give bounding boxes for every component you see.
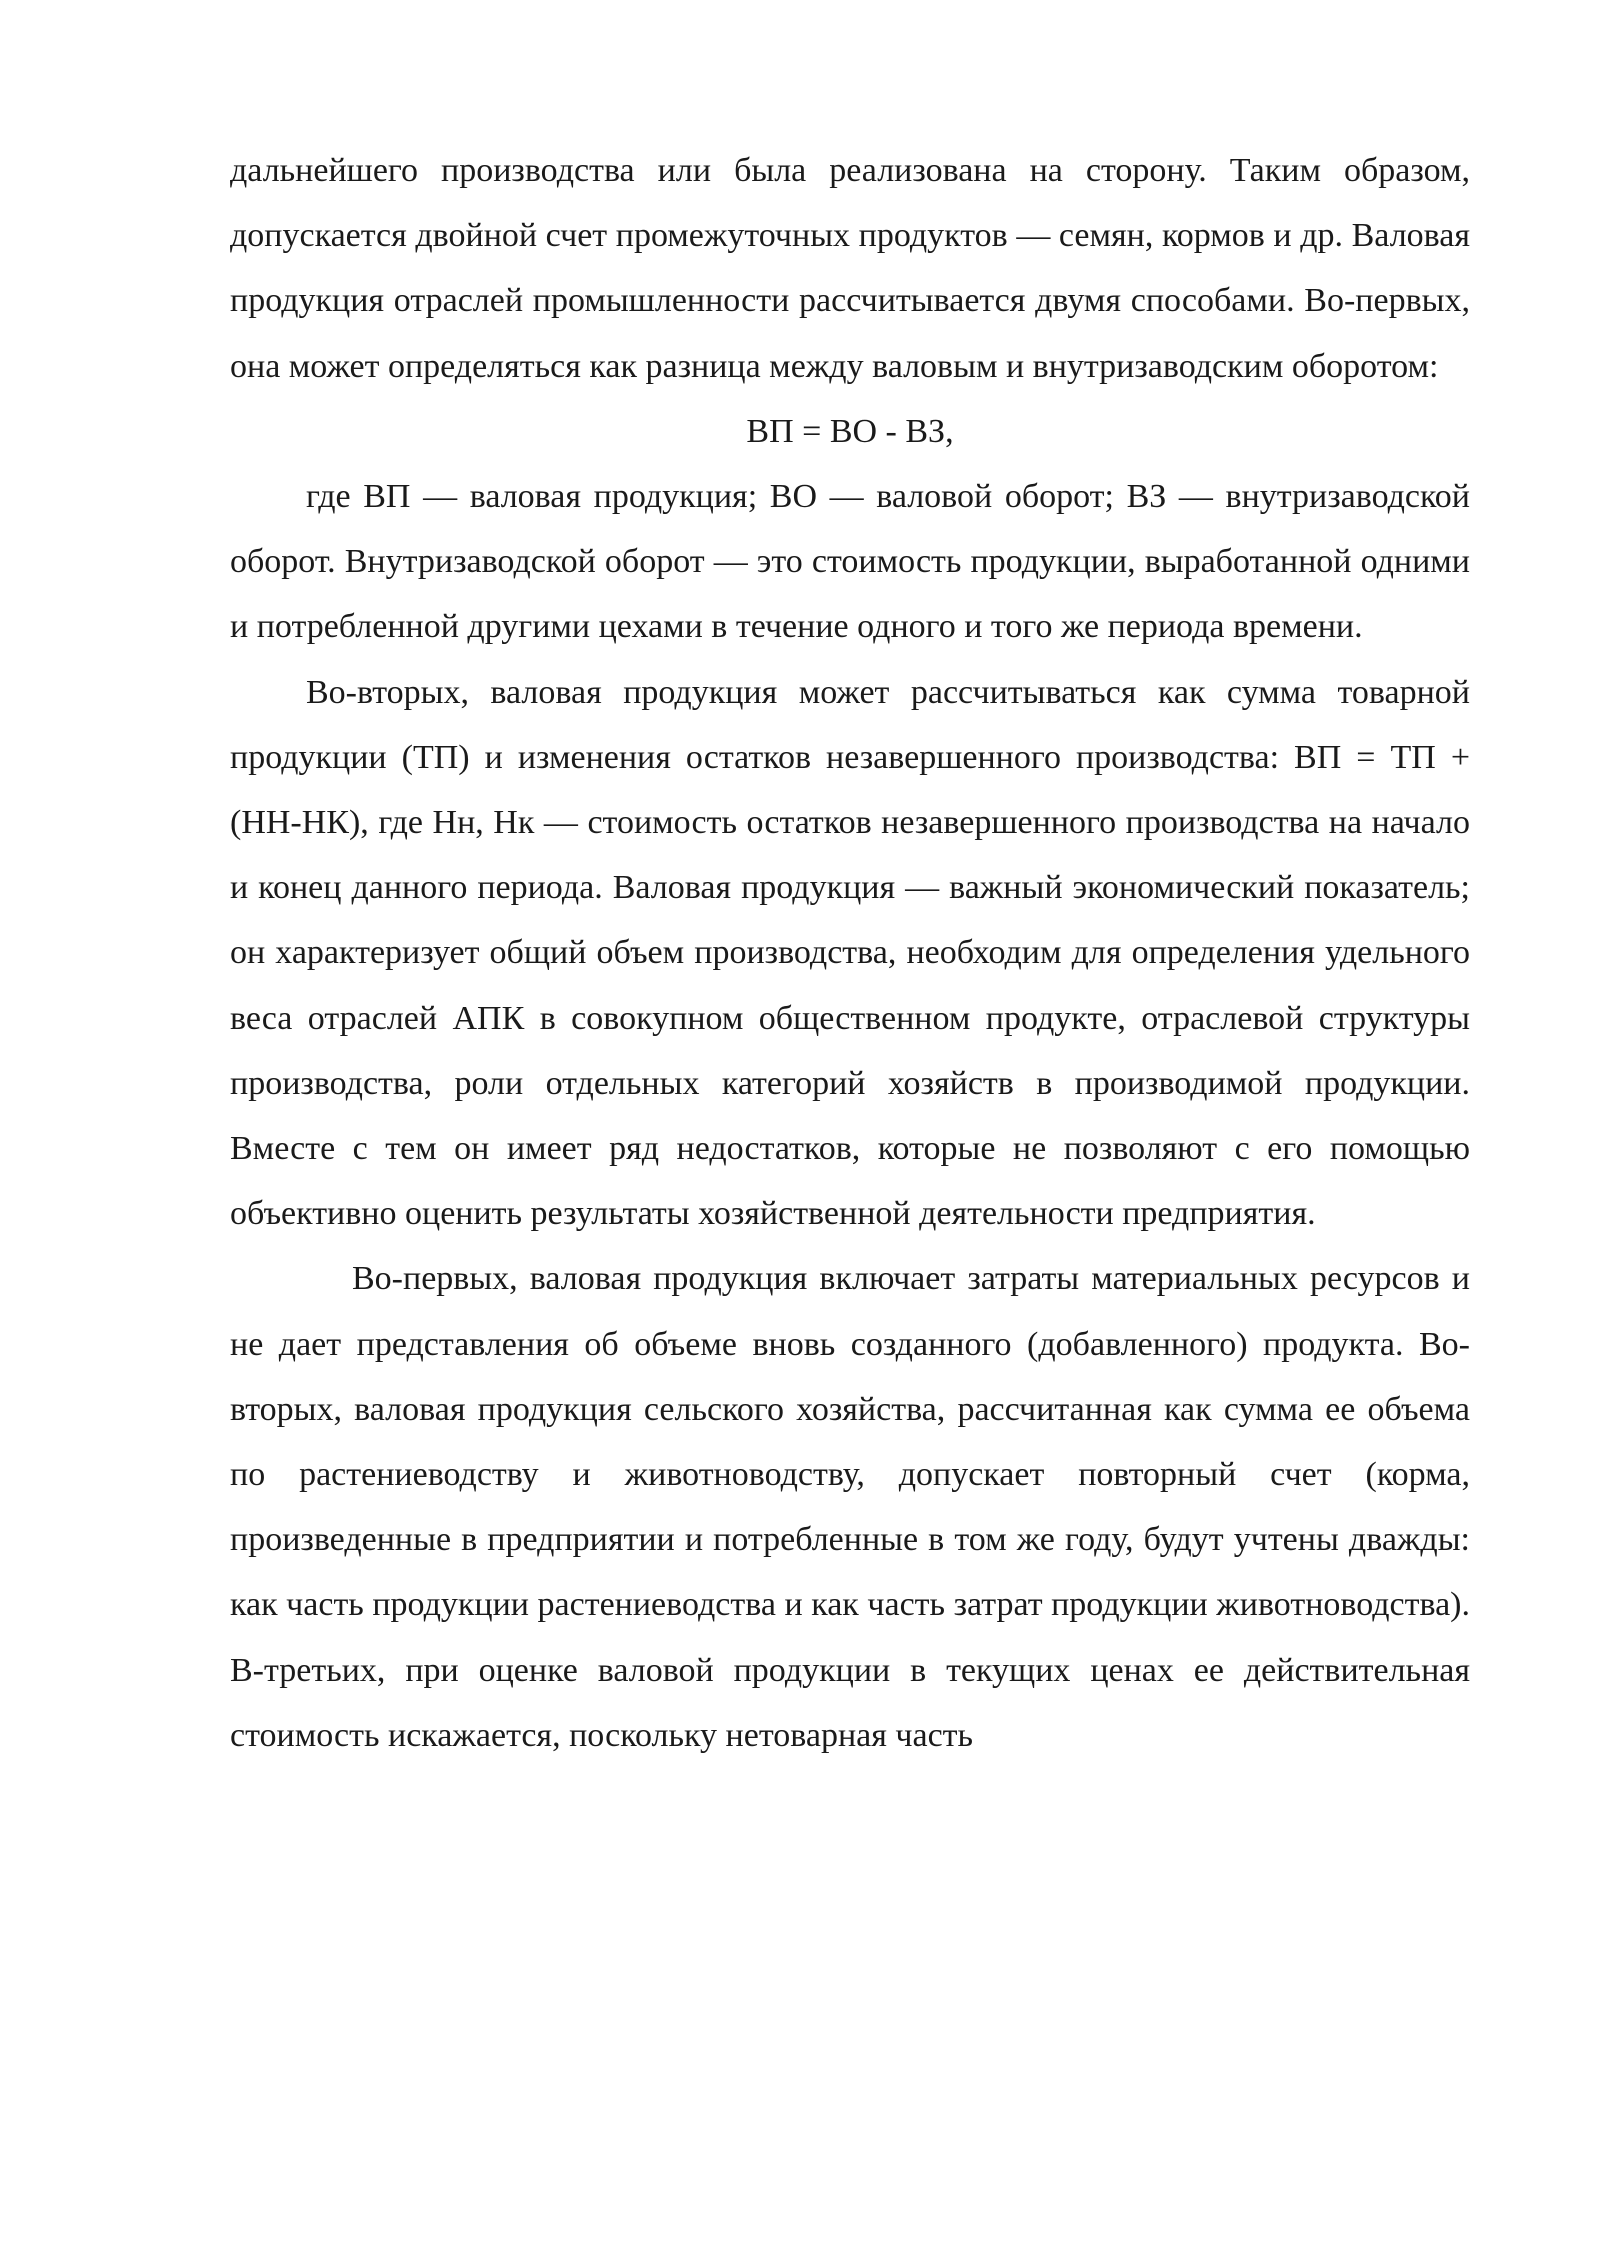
formula-gross-output: ВП = ВО - ВЗ, <box>746 412 954 450</box>
document-body <box>230 138 1470 1768</box>
paragraph-drawbacks: Во-первых, валовая продукция включает затраты материальных ресурсов и не дает представления об объеме вновь созданного (добавленного) продукта. Во-вторых, валовая продукция сельского хозяйства, рассчитанная как сумма ее объема по растениеводству и животноводству, допускает повторный счет (корма, произведенные в предприятии и потребленные в том же году, будут учтены дважды: как часть продукции растениеводства и как часть затрат продукции животноводства). В-третьих, при оценке валовой продукции в текущих ценах ее действительная стоимость искажается, поскольку нетоварная часть <box>230 1260 1470 1754</box>
paragraph-second-method: Во-вторых, валовая продукция может рассчитываться как сумма товарной продукции (ТП) и изменения остатков незавершенного производства: ВП = ТП + (НН-НК), где Нн, Нк — стоимость остатков незавершенного производства на начало и конец данного периода. Валовая продукция — важный экономический показатель; он характеризует общий объем производства, необходим для определения удельного веса отраслей АПК в совокупном общественном продукте, отраслевой структуры производства, роли отдельных категорий хозяйств в производимой продукции. Вместе с тем он имеет ряд недостатков, которые не позволяют с его помощью объективно оценить результаты хозяйственной деятельности предприятия. <box>230 673 1470 1233</box>
paragraph-continuation: дальнейшего производства или была реализована на сторону. Таким образом, допускается двойной счет промежуточных продуктов — семян, кормов и др. Валовая продукция отраслей промышленности рассчитывается двумя способами. Во-первых, она может определяться как разница между валовым и внутризаводским оборотом: <box>230 152 1470 385</box>
paragraph-formula-explanation: где ВП — валовая продукция; ВО — валовой оборот; ВЗ — внутризаводской оборот. Внутризаводской оборот — это стоимость продукции, выработанной одними и потребленной другими цехами в течение одного и того же периода времени. <box>230 478 1470 646</box>
